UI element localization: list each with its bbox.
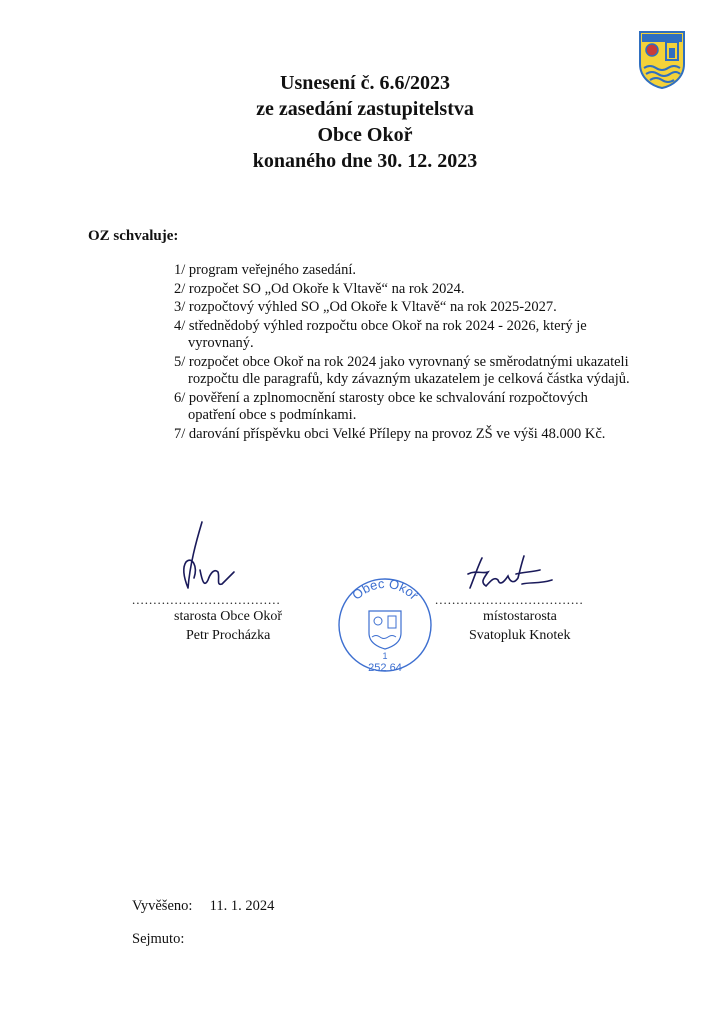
- coat-of-arms-logo: [638, 30, 686, 90]
- resolution-item: 1/ program veřejného zasedání.: [174, 262, 356, 278]
- posted-label: Vyvěšeno:: [132, 898, 193, 914]
- deputy-name: Svatopluk Knotek: [469, 628, 571, 643]
- stamp-number: 1: [382, 651, 388, 661]
- resolution-item: 7/ darování příspěvku obci Velké Přílepy na provoz ZŠ ve výši 48.000 Kč.: [174, 425, 606, 442]
- document-title: [150, 70, 580, 174]
- mayor-name: Petr Procházka: [186, 628, 271, 643]
- signature-line-right: ...................................: [435, 592, 584, 607]
- stamp-postcode: 252 64: [368, 662, 402, 674]
- removed-label: Sejmuto:: [132, 931, 185, 947]
- approves-heading: OZ schvaluje:: [88, 228, 179, 244]
- title-line: Obce Okoř: [317, 124, 413, 146]
- title-line: ze zasedání zastupitelstva: [256, 98, 474, 120]
- posted-date: 11. 1. 2024: [209, 898, 275, 914]
- title-line: konaného dne 30. 12. 2023: [252, 150, 478, 172]
- posted-row: [132, 898, 274, 915]
- mayor-signature: [172, 518, 242, 592]
- signature-line-left: ...................................: [132, 592, 281, 607]
- resolution-item: 2/ rozpočet SO „Od Okoře k Vltavě“ na rok 2024.: [174, 280, 465, 297]
- official-stamp: [336, 573, 434, 678]
- deputy-signature: [460, 552, 560, 594]
- resolution-list: [174, 262, 644, 444]
- deputy-role: místostarosta: [483, 609, 557, 624]
- svg-text:Obec Okoř: [349, 576, 422, 603]
- resolution-item: 4/ střednědobý výhled rozpočtu obce Okoř na rok 2024 - 2026, který je vyrovnaný.: [174, 317, 587, 351]
- stamp-top-text: Obec Okoř: [349, 575, 422, 603]
- mayor-role: starosta Obce Okoř: [174, 609, 283, 624]
- title-line: Usnesení č. 6.6/2023: [280, 72, 450, 94]
- resolution-item: 3/ rozpočtový výhled SO „Od Okoře k Vltavě“ na rok 2025-2027.: [174, 299, 557, 315]
- resolution-item: 6/ pověření a zplnomocnění starosty obce ke schvalování rozpočtových opatření obce s podmínkami.: [174, 389, 588, 423]
- resolution-item: 5/ rozpočet obce Okoř na rok 2024 jako vyrovnaný se směrodatnými ukazateli rozpočtu dle paragrafů, kdy závazným ukazatelem je celková částka výdajů.: [174, 353, 630, 387]
